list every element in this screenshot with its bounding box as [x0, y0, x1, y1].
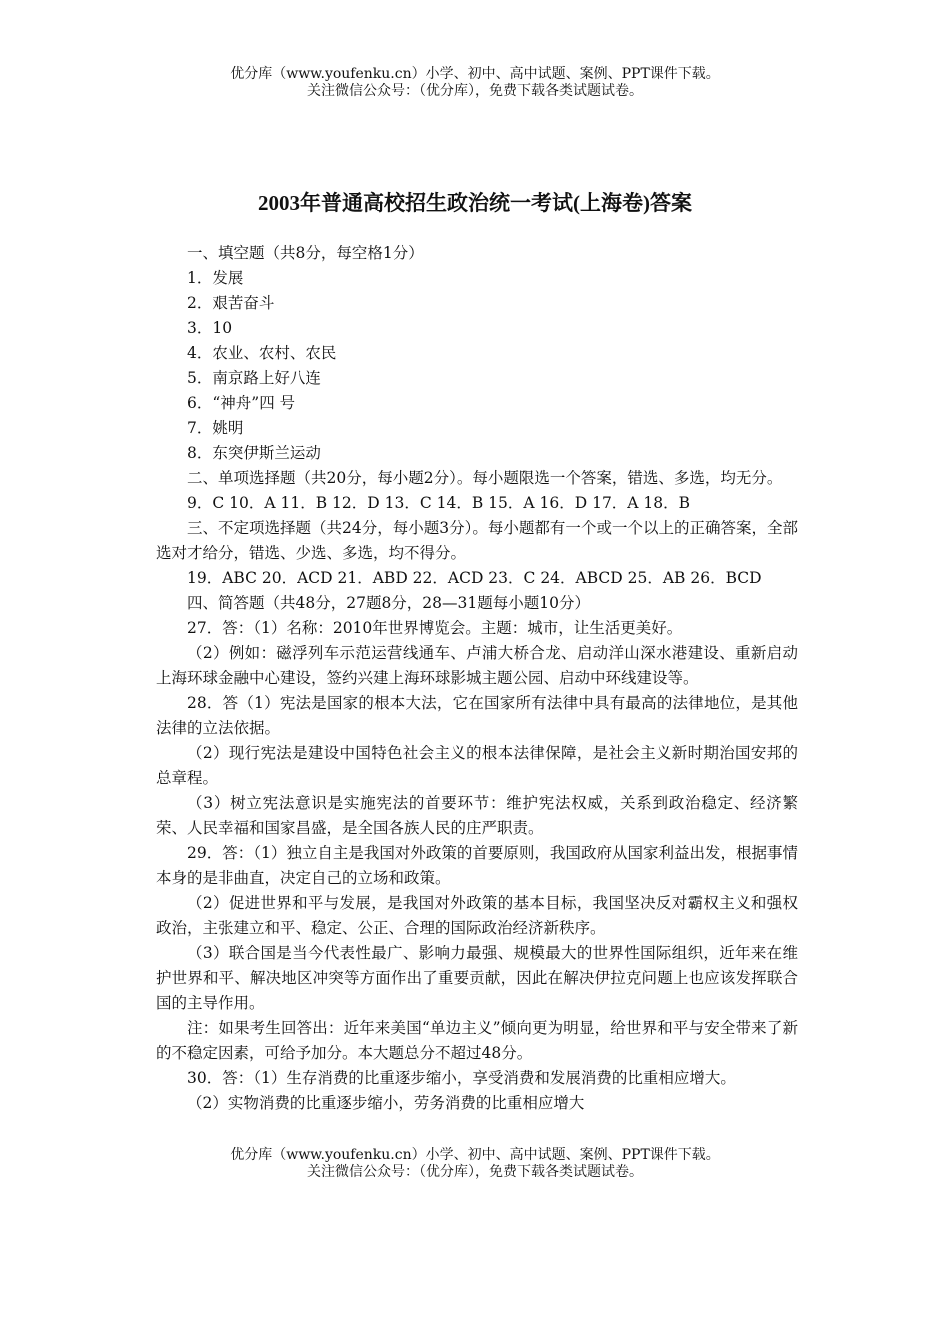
answer-item: 8．东突伊斯兰运动 — [187, 444, 321, 462]
answer-item: 3．10 — [187, 319, 233, 337]
answer-paragraph: 30．答：（1）生存消费的比重逐步缩小，享受消费和发展消费的比重相应增大。 — [187, 1069, 736, 1087]
answer-paragraph: 29．答：（1）独立自主是我国对外政策的首要原则，我国政府从国家利益出发，根据事情本身的是非曲直，决定自己的立场和政策。 — [156, 844, 798, 887]
answer-paragraph: （2）实物消费的比重逐步缩小，劳务消费的比重相应增大 — [187, 1094, 585, 1112]
answer-item: 7．姚明 — [187, 419, 244, 437]
answer-paragraph: （3）树立宪法意识是实施宪法的首要环节：维护宪法权威，关系到政治稳定、经济繁荣、人民幸福和国家昌盛，是全国各族人民的庄严职责。 — [156, 794, 798, 837]
answer-paragraph: （3）联合国是当今代表性最广、影响力最强、规模最大的世界性国际组织，近年来在维护世界和平、解决地区冲突等方面作出了重要贡献，因此在解决伊拉克问题上也应该发挥联合国的主导作用。 — [156, 944, 798, 1012]
answer-paragraph: （2）现行宪法是建设中国特色社会主义的根本法律保障，是社会主义新时期治国安邦的总章程。 — [156, 744, 798, 787]
page-footer — [0, 1147, 950, 1181]
answer-item: 5．南京路上好八连 — [187, 369, 321, 387]
answer-paragraph: 28．答（1）宪法是国家的根本大法，它在国家所有法律中具有最高的法律地位，是其他法律的立法依据。 — [156, 694, 798, 737]
answer-paragraph: （2）例如：磁浮列车示范运营线通车、卢浦大桥合龙、启动洋山深水港建设、重新启动上海环球金融中心建设，签约兴建上海环球影城主题公园、启动中环线建设等。 — [156, 644, 798, 687]
document-title: 2003年普通高校招生政治统一考试(上海卷)答案 — [258, 191, 692, 215]
section-heading-single-choice: 二、单项选择题（共20分，每小题2分）。每小题限选一个答案，错选、多选，均无分。 — [187, 469, 783, 487]
header-line-2: 关注微信公众号：（优分库），免费下载各类试题试卷。 — [307, 83, 643, 99]
multi-choice-answers: 19．ABC 20．ACD 21．ABD 22．ACD 23．C 24．ABCD 25．AB 26．BCD — [187, 569, 762, 587]
header-line-1: 优分库（www.youfenku.cn）小学、初中、高中试题、案例、PPT课件下载。 — [230, 66, 720, 82]
answer-paragraph: （2）促进世界和平与发展，是我国对外政策的基本目标，我国坚决反对霸权主义和强权政治，主张建立和平、稳定、公正、合理的国际政治经济新秩序。 — [156, 894, 798, 937]
page-header — [0, 66, 950, 100]
answer-note: 注：如果考生回答出：近年来美国“单边主义”倾向更为明显，给世界和平与安全带来了新的不稳定因素，可给予加分。本大题总分不超过48分。 — [156, 1019, 798, 1062]
section-heading-fill-in: 一、填空题（共8分，每空格1分） — [187, 244, 424, 262]
answer-body — [156, 241, 798, 1116]
footer-line-2: 关注微信公众号：（优分库），免费下载各类试题试卷。 — [307, 1164, 643, 1180]
answer-item: 2．艰苦奋斗 — [187, 294, 275, 312]
section-heading-multi-choice: 三、不定项选择题（共24分，每小题3分）。每小题都有一个或一个以上的正确答案，全部选对才给分，错选、少选、多选，均不得分。 — [156, 519, 798, 562]
answer-item: 1．发展 — [187, 269, 244, 287]
single-choice-answers: 9．C 10．A 11．B 12．D 13．C 14．B 15．A 16．D 17．A 18．B — [187, 494, 691, 512]
answer-paragraph: 27．答：（1）名称：2010年世界博览会。主题：城市，让生活更美好。 — [187, 619, 683, 637]
section-heading-short-answer: 四、简答题（共48分，27题8分，28—31题每小题10分） — [187, 594, 590, 612]
footer-line-1: 优分库（www.youfenku.cn）小学、初中、高中试题、案例、PPT课件下载。 — [230, 1147, 720, 1163]
answer-item: 6．“神舟”四 号 — [187, 394, 296, 412]
answer-item: 4．农业、农村、农民 — [187, 344, 337, 362]
